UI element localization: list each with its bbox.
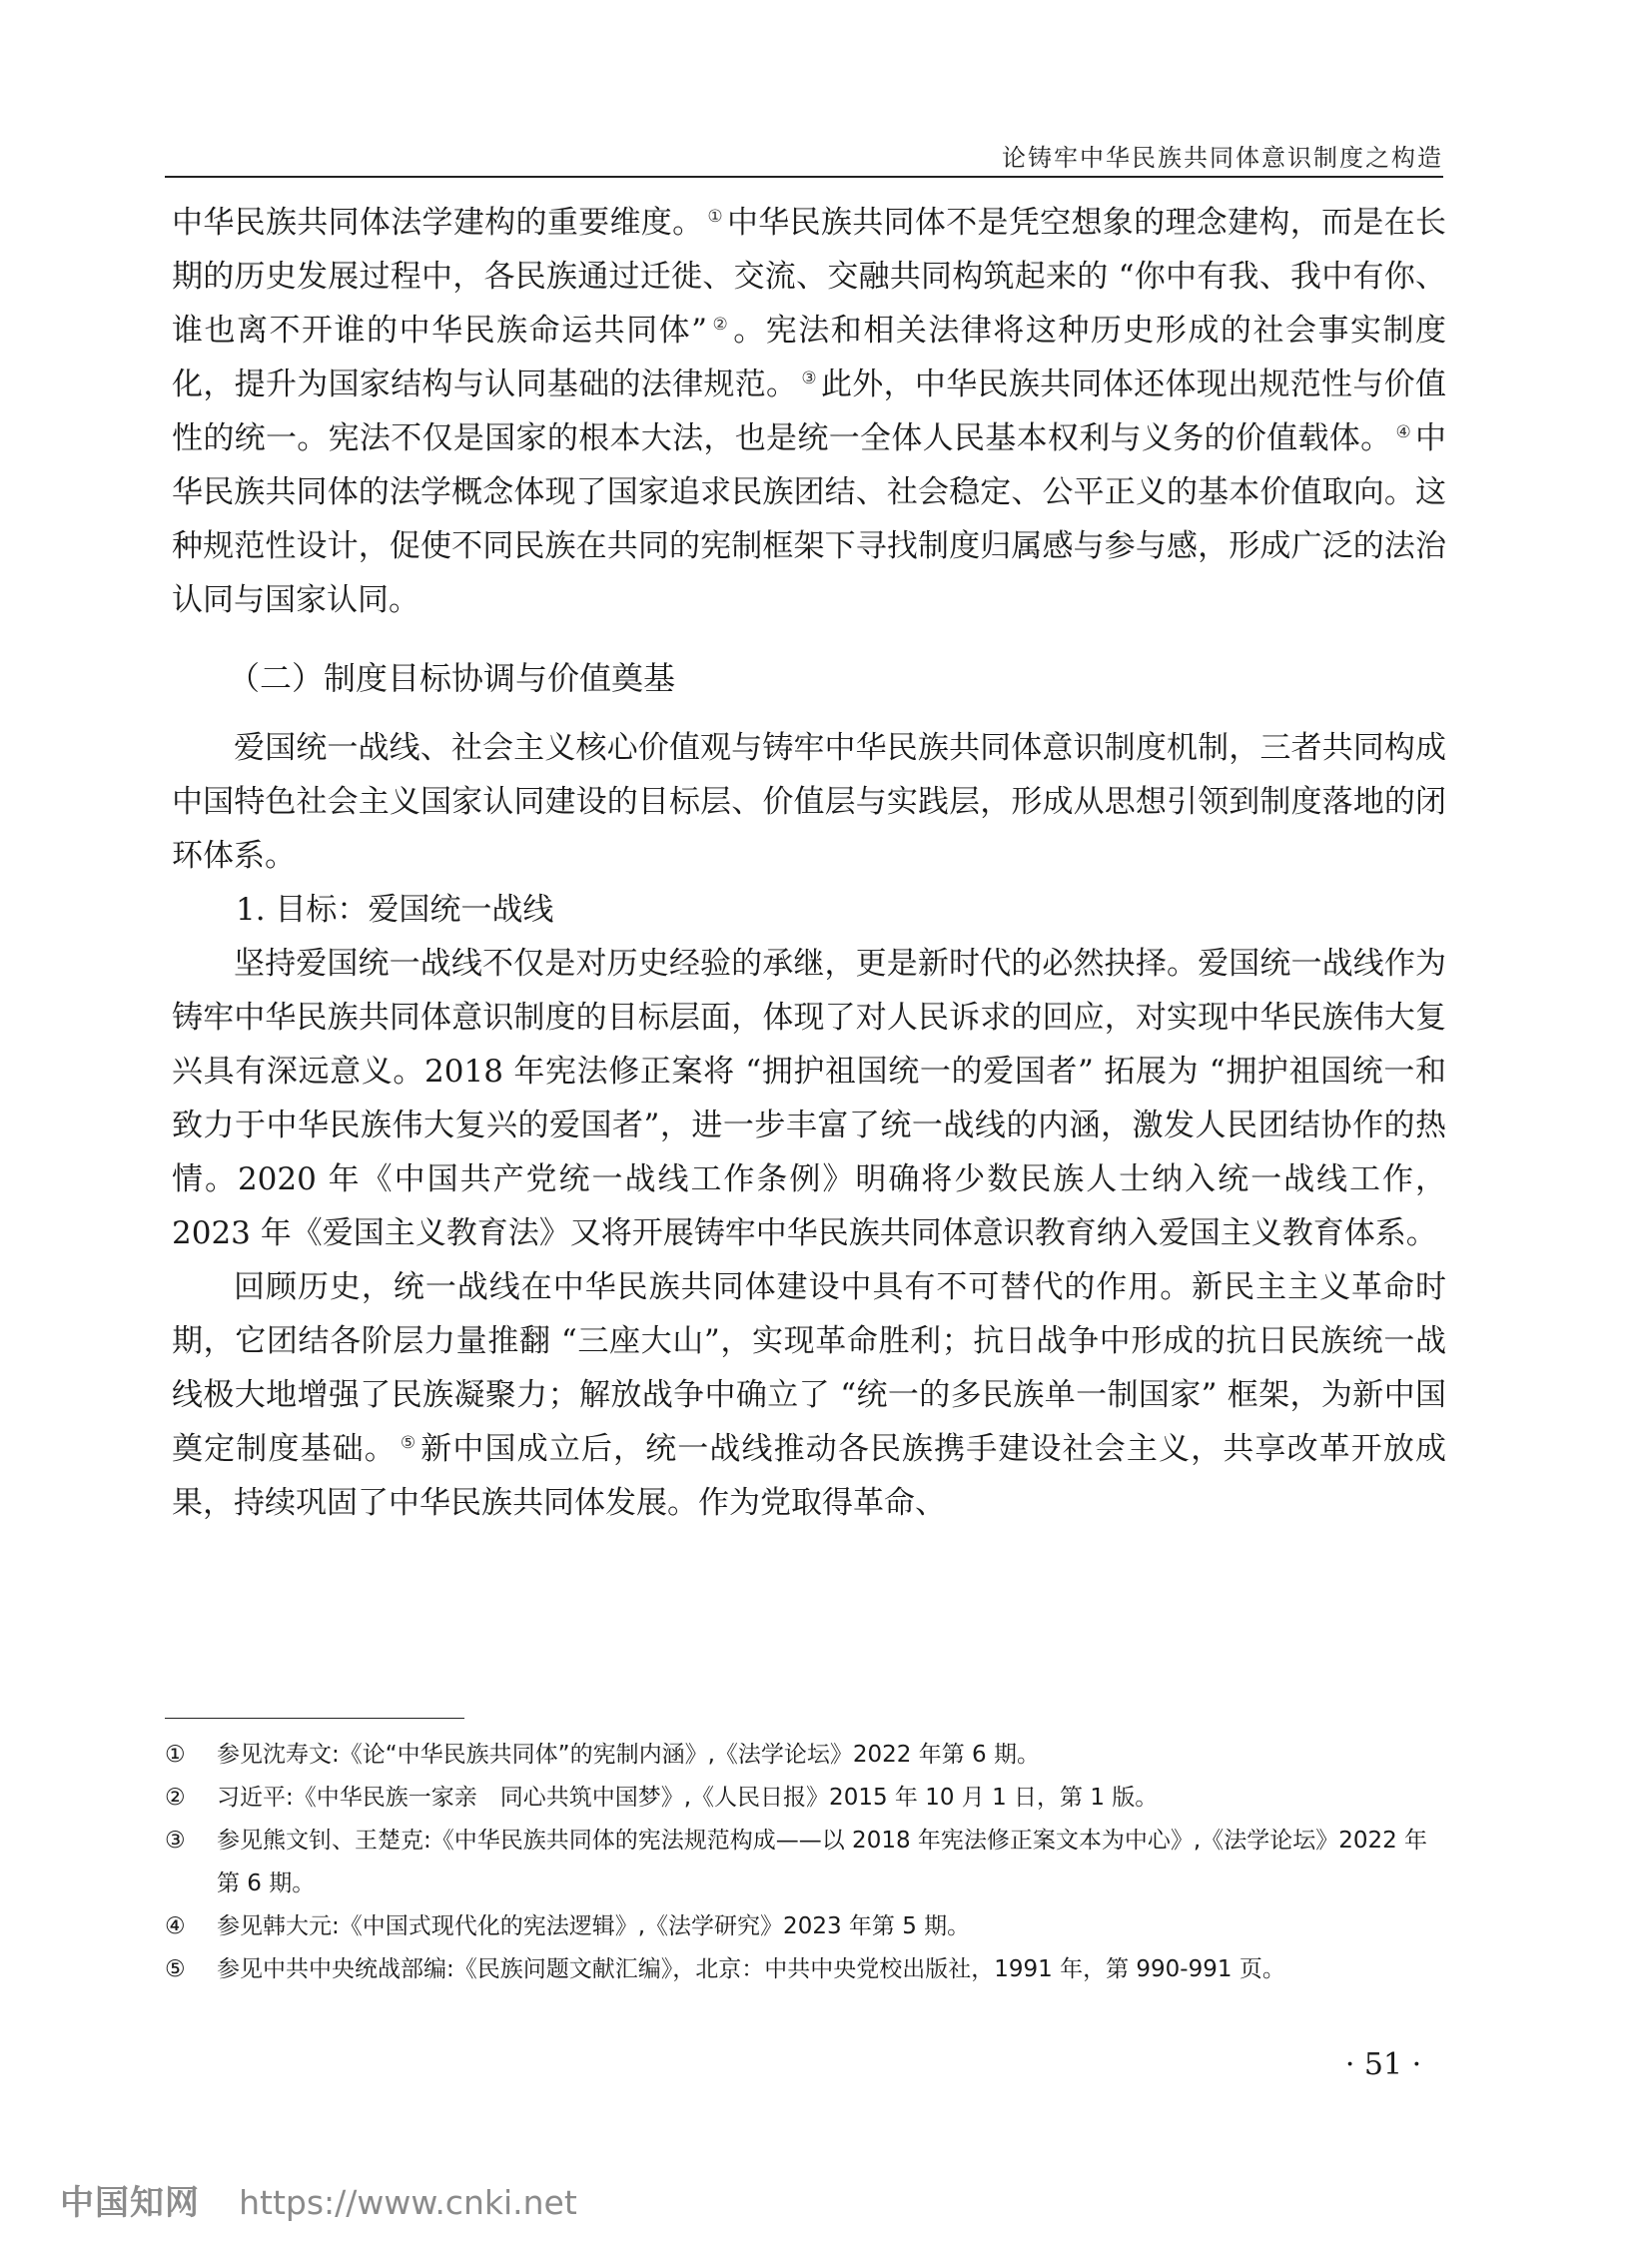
text-run: 回顾历史，统一战线在中华民族共同体建设中具有不可替代的作用。新民主主义革命时期，它团结各阶层力量推翻 “三座大山”，实现革命胜利；抗日战争中形成的抗日民族统一战线极大地增强了民族凝聚力；解放战争中确立了 “统一的多民族单一制国家” 框架，为新中国奠定制度基础。: [172, 1269, 1446, 1467]
footnote: [165, 1905, 1448, 1948]
footnote-text: 参见中共中央统战部编:《民族问题文献汇编》，北京：中共中央党校出版社，1991 年，第 990-991 页。: [217, 1956, 1285, 1982]
section-heading: （二）制度目标协调与价值奠基: [228, 659, 676, 697]
footnote-text: 参见韩大元:《中国式现代化的宪法逻辑》,《法学研究》2023 年第 5 期。: [217, 1913, 971, 1939]
cnki-url[interactable]: https://www.cnki.net: [239, 2183, 577, 2222]
text-run: 此外，中华民族共同体还体现出规范性与价值性的统一。宪法不仅是国家的根本大法，也是统一全体人民基本权利与义务的价值载体。: [172, 367, 1446, 456]
footnote-number: ①: [165, 1742, 186, 1768]
footnote-ref-5[interactable]: ⑤: [400, 1432, 417, 1453]
footnote-rule: [165, 1718, 464, 1719]
footnote: [165, 1734, 1448, 1777]
footnote-number: ③: [165, 1828, 186, 1854]
paragraph-continuation: [172, 196, 1446, 627]
text-run: 中华民族共同体不是凭空想象的理念建构，而是在长期的历史发展过程中，各民族通过迁徙、交流、交融共同构筑起来的 “你中有我、我中有你、谁也离不开谁的中华民族命运共同体”: [172, 205, 1446, 349]
text-run: 中华民族共同体法学建构的重要维度。: [172, 205, 704, 241]
subheading: 1. 目标：爱国统一战线: [236, 892, 554, 928]
page-number: · 51 ·: [1344, 2047, 1422, 2082]
footnote-number: ②: [165, 1785, 186, 1811]
footnote-ref-3[interactable]: ③: [801, 368, 817, 388]
footnote: [165, 1777, 1448, 1820]
footnote: [165, 1820, 1448, 1905]
paragraph: 爱国统一战线、社会主义核心价值观与铸牢中华民族共同体意识制度机制，三者共同构成中国特色社会主义国家认同建设的目标层、价值层与实践层，形成从思想引领到制度落地的闭环体系。: [172, 730, 1446, 874]
footnote-text: 习近平:《中华民族一家亲 同心共筑中国梦》,《人民日报》2015 年 10 月 1 日，第 1 版。: [217, 1785, 1159, 1811]
footnote-number: ⑤: [165, 1956, 186, 1982]
text-run: 新中国成立后，统一战线推动各民族携手建设社会主义，共享改革开放成果，持续巩固了中华民族共同体发展。作为党取得革命、: [172, 1431, 1447, 1521]
footnote-number: ④: [165, 1913, 186, 1939]
running-head: 论铸牢中华民族共同体意识制度之构造: [1002, 144, 1443, 172]
cnki-logo-text: 中国知网: [60, 2183, 200, 2223]
footnote: [165, 1948, 1448, 1991]
footnotes: [165, 1734, 1448, 1991]
paragraph: 坚持爱国统一战线不仅是对历史经验的承继，更是新时代的必然抉择。爱国统一战线作为铸牢中华民族共同体意识制度的目标层面，体现了对人民诉求的回应，对实现中华民族伟大复兴具有深远意义。2018 年宪法修正案将 “拥护祖国统一的爱国者” 拓展为 “拥护祖国统一和致力于中华民族伟大复兴的爱国者”，进一步丰富了统一战线的内涵，激发人民团结协作的热情。2020 年《中国共产党统一战线工作条例》明确将少数民族人士纳入统一战线工作，2023 年《爱国主义教育法》又将开展铸牢中华民族共同体意识教育纳入爱国主义教育体系。: [172, 946, 1446, 1251]
paragraph: [172, 1260, 1446, 1530]
header-rule: [165, 176, 1443, 178]
text-run: 中华民族共同体的法学概念体现了国家追求民族团结、社会稳定、公平正义的基本价值取向。这种规范性设计，促使不同民族在共同的宪制框架下寻找制度归属感与参与感，形成广泛的法治认同与国家认同。: [172, 420, 1446, 618]
main-text: [172, 196, 1446, 1530]
cnki-watermark: [60, 2175, 577, 2225]
footnote-ref-4[interactable]: ④: [1395, 421, 1411, 442]
footnote-ref-1[interactable]: ①: [707, 206, 723, 227]
footnote-ref-2[interactable]: ②: [711, 314, 730, 335]
footnote-text: 参见熊文钊、王楚克:《中华民族共同体的宪法规范构成——以 2018 年宪法修正案文本为中心》,《法学论坛》2022 年第 6 期。: [217, 1828, 1428, 1896]
footnote-text: 参见沈寿文:《论“中华民族共同体”的宪制内涵》,《法学论坛》2022 年第 6 期。: [217, 1742, 1040, 1768]
text-run: 。宪法和相关法律将这种历史形成的社会事实制度化，提升为国家结构与认同基础的法律规范。: [172, 313, 1446, 402]
